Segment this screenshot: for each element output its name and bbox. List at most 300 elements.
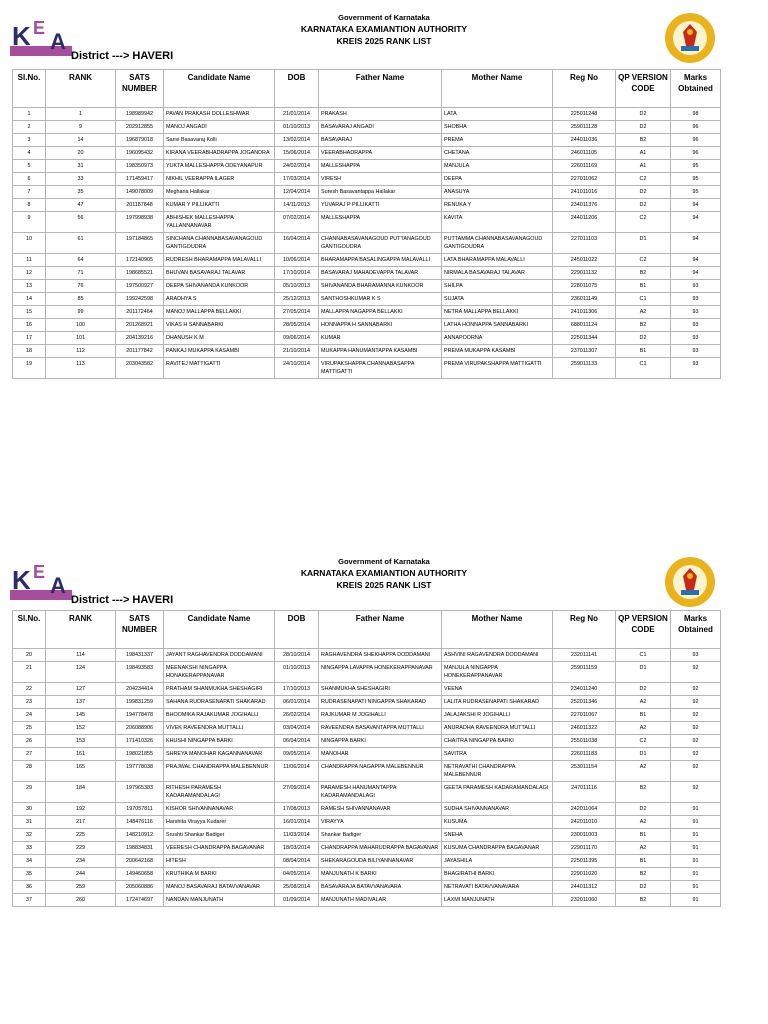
cell-sats-number: 206088906 bbox=[116, 722, 164, 735]
cell-mother-name: RENUKA Y bbox=[442, 199, 553, 212]
cell-marks-obtained: 95 bbox=[671, 186, 721, 199]
cell-candidate-name: RITHESH PARAMESH KADARAMANDALAGI bbox=[164, 782, 275, 803]
cell-marks-obtained: 93 bbox=[671, 306, 721, 319]
cell-reg-no: 227011103 bbox=[553, 233, 616, 254]
cell-candidate-name: KHUSHI NINGAPPA BARKI bbox=[164, 735, 275, 748]
table-row bbox=[13, 696, 721, 709]
cell-sats-number: 200642168 bbox=[116, 855, 164, 868]
cell-rank: 244 bbox=[46, 868, 116, 881]
table-row bbox=[13, 212, 721, 233]
ranklist-title: KREIS 2025 RANK LIST bbox=[336, 36, 432, 46]
cell-sl-no: 5 bbox=[13, 160, 46, 173]
cell-sl-no: 26 bbox=[13, 735, 46, 748]
cell-candidate-name: MEENAKSHI NINGAPPA HONAKERAPPANAVAR bbox=[164, 662, 275, 683]
authority-title: KARNATAKA EXAMIANTION AUTHORITY bbox=[300, 568, 468, 578]
cell-reg-no: 246011322 bbox=[553, 722, 616, 735]
cell-sl-no: 1 bbox=[13, 108, 46, 121]
cell-father-name: KUMAR bbox=[319, 332, 442, 345]
cell-candidate-name: Srushti Shankar Badiger bbox=[164, 829, 275, 842]
cell-mother-name: NETRA MALLAPPA BELLAKKI bbox=[442, 306, 553, 319]
cell-marks-obtained: 95 bbox=[671, 160, 721, 173]
col-header-sl-no: Sl.No. bbox=[13, 70, 46, 108]
ranklist-title: KREIS 2025 RANK LIST bbox=[336, 580, 432, 590]
cell-sl-no: 10 bbox=[13, 233, 46, 254]
cell-candidate-name: MANOJ MALLAPPA BELLAKKI bbox=[164, 306, 275, 319]
cell-candidate-name: PRATHAM SHANMUKHA SHESHAGIRI bbox=[164, 683, 275, 696]
cell-marks-obtained: 91 bbox=[671, 829, 721, 842]
cell-qp-version-code: D1 bbox=[616, 748, 671, 761]
cell-sl-no: 17 bbox=[13, 332, 46, 345]
cell-qp-version-code: A1 bbox=[616, 147, 671, 160]
cell-candidate-name: NIKHIL VEERAPPA ILAGER bbox=[164, 173, 275, 186]
cell-sats-number: 196879018 bbox=[116, 134, 164, 147]
cell-sl-no: 35 bbox=[13, 868, 46, 881]
cell-sats-number: 201187848 bbox=[116, 199, 164, 212]
cell-mother-name: SNEHA bbox=[442, 829, 553, 842]
cell-dob: 17/08/2013 bbox=[275, 803, 319, 816]
cell-marks-obtained: 96 bbox=[671, 147, 721, 160]
cell-mother-name: NETRAVATHI CHANDRAPPA MALEBENNUR bbox=[442, 761, 553, 782]
cell-rank: 260 bbox=[46, 894, 116, 907]
table-row bbox=[13, 829, 721, 842]
cell-reg-no: 255011038 bbox=[553, 735, 616, 748]
cell-reg-no: 244011312 bbox=[553, 881, 616, 894]
cell-rank: 99 bbox=[46, 306, 116, 319]
col-header-qp-version-code: QP VERSION CODE bbox=[616, 611, 671, 649]
cell-father-name: BHARAMAPPA BASALINGAPPA MALAVALLI bbox=[319, 254, 442, 267]
cell-father-name: BASAVARAJA BATAVVANAVARA bbox=[319, 881, 442, 894]
cell-qp-version-code: C1 bbox=[616, 293, 671, 306]
cell-marks-obtained: 91 bbox=[671, 881, 721, 894]
cell-candidate-name: KISHOR SHIVANNANAVAR bbox=[164, 803, 275, 816]
cell-candidate-name: VIVEK RAVEENDRA MUTTALLI bbox=[164, 722, 275, 735]
cell-marks-obtained: 92 bbox=[671, 722, 721, 735]
cell-father-name: SANTHOSHKUMAR K S bbox=[319, 293, 442, 306]
cell-reg-no: 241011016 bbox=[553, 186, 616, 199]
cell-qp-version-code: D2 bbox=[616, 108, 671, 121]
cell-sats-number: 198834831 bbox=[116, 842, 164, 855]
cell-dob: 10/06/2014 bbox=[275, 254, 319, 267]
col-header-father-name: Father Name bbox=[319, 70, 442, 108]
cell-candidate-name: BHUVAN BASAVARAJ TALAVAR bbox=[164, 267, 275, 280]
table-row bbox=[13, 199, 721, 212]
cell-rank: 161 bbox=[46, 748, 116, 761]
cell-father-name: MANOHAR bbox=[319, 748, 442, 761]
cell-candidate-name: DHANUSH K M bbox=[164, 332, 275, 345]
cell-mother-name: CHETANA bbox=[442, 147, 553, 160]
cell-dob: 28/10/2014 bbox=[275, 649, 319, 662]
svg-text:A: A bbox=[50, 573, 66, 598]
cell-rank: 145 bbox=[46, 709, 116, 722]
cell-mother-name: NIRMALA BASAVARAJ TALAVAR bbox=[442, 267, 553, 280]
cell-candidate-name: MANOJ ANGADI bbox=[164, 121, 275, 134]
cell-marks-obtained: 91 bbox=[671, 816, 721, 829]
col-header-rank: RANK bbox=[46, 70, 116, 108]
table-row bbox=[13, 662, 721, 683]
cell-qp-version-code: C1 bbox=[616, 649, 671, 662]
table-header-row bbox=[13, 70, 721, 108]
cell-father-name: VIRESH bbox=[319, 173, 442, 186]
cell-marks-obtained: 94 bbox=[671, 199, 721, 212]
cell-mother-name: SAVITRA bbox=[442, 748, 553, 761]
table-row bbox=[13, 709, 721, 722]
cell-rank: 127 bbox=[46, 683, 116, 696]
cell-dob: 11/06/2014 bbox=[275, 761, 319, 782]
cell-dob: 01/09/2014 bbox=[275, 894, 319, 907]
cell-sl-no: 2 bbox=[13, 121, 46, 134]
cell-marks-obtained: 92 bbox=[671, 761, 721, 782]
cell-qp-version-code: D2 bbox=[616, 683, 671, 696]
cell-qp-version-code: D2 bbox=[616, 803, 671, 816]
cell-father-name: RUDRASENAPATI NINGAPPA SHAKARAD bbox=[319, 696, 442, 709]
cell-sats-number: 196095432 bbox=[116, 147, 164, 160]
cell-candidate-name: NANDAN MANJUNATH bbox=[164, 894, 275, 907]
cell-rank: 259 bbox=[46, 881, 116, 894]
table-row bbox=[13, 358, 721, 379]
cell-qp-version-code: C1 bbox=[616, 358, 671, 379]
table-row bbox=[13, 173, 721, 186]
cell-reg-no: 253011154 bbox=[553, 761, 616, 782]
cell-qp-version-code: C2 bbox=[616, 254, 671, 267]
cell-reg-no: 259011133 bbox=[553, 358, 616, 379]
table-row bbox=[13, 319, 721, 332]
cell-sl-no: 34 bbox=[13, 855, 46, 868]
cell-rank: 33 bbox=[46, 173, 116, 186]
cell-reg-no: 229011132 bbox=[553, 267, 616, 280]
cell-father-name: PARAMESH HANUMANTAPPA KADARAMANDALAGI bbox=[319, 782, 442, 803]
cell-dob: 17/03/2014 bbox=[275, 173, 319, 186]
cell-dob: 16/01/2014 bbox=[275, 816, 319, 829]
cell-mother-name: ANASUYA bbox=[442, 186, 553, 199]
cell-sats-number: 204234414 bbox=[116, 683, 164, 696]
cell-dob: 09/06/2014 bbox=[275, 332, 319, 345]
cell-reg-no: 226011169 bbox=[553, 160, 616, 173]
cell-marks-obtained: 91 bbox=[671, 868, 721, 881]
cell-sl-no: 9 bbox=[13, 212, 46, 233]
cell-father-name: Suresh Basavantappa Hallakar bbox=[319, 186, 442, 199]
cell-qp-version-code: B1 bbox=[616, 855, 671, 868]
table-row bbox=[13, 121, 721, 134]
cell-sl-no: 25 bbox=[13, 722, 46, 735]
cell-rank: 165 bbox=[46, 761, 116, 782]
cell-candidate-name: KIRANA VEERABHADRAPPA JOGANDRA bbox=[164, 147, 275, 160]
cell-dob: 21/10/2014 bbox=[275, 345, 319, 358]
col-header-mother-name: Mother Name bbox=[442, 611, 553, 649]
cell-mother-name: LATA BHARAMAPPA MALAVALLI bbox=[442, 254, 553, 267]
table-row bbox=[13, 280, 721, 293]
cell-reg-no: 232011141 bbox=[553, 649, 616, 662]
cell-qp-version-code: D2 bbox=[616, 332, 671, 345]
cell-dob: 04/05/2014 bbox=[275, 868, 319, 881]
table-row bbox=[13, 855, 721, 868]
cell-sats-number: 198493583 bbox=[116, 662, 164, 683]
cell-rank: 225 bbox=[46, 829, 116, 842]
cell-reg-no: 246011105 bbox=[553, 147, 616, 160]
cell-candidate-name: ARADHYA S bbox=[164, 293, 275, 306]
cell-qp-version-code: C2 bbox=[616, 173, 671, 186]
table-row bbox=[13, 345, 721, 358]
cell-reg-no: 252011346 bbox=[553, 696, 616, 709]
cell-qp-version-code: B1 bbox=[616, 280, 671, 293]
cell-sats-number: 198685521 bbox=[116, 267, 164, 280]
cell-sl-no: 7 bbox=[13, 186, 46, 199]
table-row bbox=[13, 894, 721, 907]
cell-qp-version-code: C2 bbox=[616, 212, 671, 233]
cell-father-name: MALLESHAPPA bbox=[319, 212, 442, 233]
cell-marks-obtained: 92 bbox=[671, 696, 721, 709]
cell-candidate-name: Meghana Hallakar bbox=[164, 186, 275, 199]
cell-sats-number: 194778478 bbox=[116, 709, 164, 722]
cell-candidate-name: JAYANT RAGHAVENDRA DODDAMANI bbox=[164, 649, 275, 662]
cell-father-name: RAVEENDRA BASAVANTAPPA MUTTALLI bbox=[319, 722, 442, 735]
cell-sats-number: 148210912 bbox=[116, 829, 164, 842]
cell-reg-no: 244011036 bbox=[553, 134, 616, 147]
cell-dob: 14/11/2013 bbox=[275, 199, 319, 212]
cell-reg-no: 225011395 bbox=[553, 855, 616, 868]
cell-mother-name: SHOBHA bbox=[442, 121, 553, 134]
cell-marks-obtained: 96 bbox=[671, 134, 721, 147]
cell-dob: 25/12/2013 bbox=[275, 293, 319, 306]
cell-father-name: BASAVARAJ MAHADEVAPPA TALAVAR bbox=[319, 267, 442, 280]
cell-sl-no: 21 bbox=[13, 662, 46, 683]
cell-sl-no: 36 bbox=[13, 881, 46, 894]
cell-mother-name: BHAGIRATHI BARKI bbox=[442, 868, 553, 881]
cell-reg-no: 259011128 bbox=[553, 121, 616, 134]
cell-sl-no: 24 bbox=[13, 709, 46, 722]
cell-mother-name: DEEPA bbox=[442, 173, 553, 186]
col-header-reg-no: Reg No bbox=[553, 70, 616, 108]
cell-mother-name: JAYASHILA bbox=[442, 855, 553, 868]
cell-rank: 113 bbox=[46, 358, 116, 379]
col-header-marks-obtained: Marks Obtained bbox=[671, 611, 721, 649]
cell-rank: 153 bbox=[46, 735, 116, 748]
cell-candidate-name: DEEPA SHIVANANDA KUNKOOR bbox=[164, 280, 275, 293]
cell-marks-obtained: 93 bbox=[671, 358, 721, 379]
cell-dob: 06/01/2014 bbox=[275, 696, 319, 709]
cell-rank: 56 bbox=[46, 212, 116, 233]
cell-sl-no: 6 bbox=[13, 173, 46, 186]
cell-rank: 192 bbox=[46, 803, 116, 816]
cell-reg-no: 242011010 bbox=[553, 816, 616, 829]
cell-father-name: MANJUNATH K BARKI bbox=[319, 868, 442, 881]
cell-marks-obtained: 92 bbox=[671, 683, 721, 696]
cell-sats-number: 198431337 bbox=[116, 649, 164, 662]
col-header-sl-no: Sl.No. bbox=[13, 611, 46, 649]
table-row bbox=[13, 881, 721, 894]
cell-candidate-name: HITESH bbox=[164, 855, 275, 868]
cell-sl-no: 19 bbox=[13, 358, 46, 379]
cell-rank: 137 bbox=[46, 696, 116, 709]
cell-sats-number: 203043582 bbox=[116, 358, 164, 379]
cell-qp-version-code: B1 bbox=[616, 829, 671, 842]
cell-candidate-name: Sanvi Basavaraj Kolli bbox=[164, 134, 275, 147]
cell-reg-no: 241011306 bbox=[553, 306, 616, 319]
cell-sats-number: 172140905 bbox=[116, 254, 164, 267]
cell-reg-no: 227011067 bbox=[553, 709, 616, 722]
cell-qp-version-code: A1 bbox=[616, 160, 671, 173]
cell-rank: 47 bbox=[46, 199, 116, 212]
cell-reg-no: 247011116 bbox=[553, 782, 616, 803]
cell-sats-number: 198350973 bbox=[116, 160, 164, 173]
cell-rank: 234 bbox=[46, 855, 116, 868]
cell-sats-number: 204139216 bbox=[116, 332, 164, 345]
cell-marks-obtained: 93 bbox=[671, 319, 721, 332]
cell-father-name: YUVARAJ P PILLIKATTI bbox=[319, 199, 442, 212]
cell-sats-number: 202912855 bbox=[116, 121, 164, 134]
cell-rank: 112 bbox=[46, 345, 116, 358]
cell-dob: 21/01/2014 bbox=[275, 108, 319, 121]
cell-marks-obtained: 92 bbox=[671, 709, 721, 722]
cell-rank: 184 bbox=[46, 782, 116, 803]
col-header-candidate-name: Candidate Name bbox=[164, 70, 275, 108]
cell-qp-version-code: C2 bbox=[616, 735, 671, 748]
cell-father-name: VIRUPAKSHAPPA CHANNABASAPPA MATTIGATTI bbox=[319, 358, 442, 379]
cell-candidate-name: PAVAN PRAKASH DOLLESHWAR bbox=[164, 108, 275, 121]
cell-qp-version-code: A2 bbox=[616, 696, 671, 709]
cell-dob: 28/05/2014 bbox=[275, 319, 319, 332]
cell-sats-number: 197500927 bbox=[116, 280, 164, 293]
district-label: District ---> HAVERI bbox=[71, 594, 174, 606]
cell-mother-name: MANJULA NINGAPPA HONEKERAPPANAVAR bbox=[442, 662, 553, 683]
cell-candidate-name: SINCHANA CHANNABASAVANAGOUD GANTIGOUDRA bbox=[164, 233, 275, 254]
cell-mother-name: NETRAVATI BATAVVANAVARA bbox=[442, 881, 553, 894]
cell-dob: 03/04/2014 bbox=[275, 722, 319, 735]
cell-marks-obtained: 94 bbox=[671, 267, 721, 280]
cell-sats-number: 197965383 bbox=[116, 782, 164, 803]
cell-father-name: Shankar Badiger bbox=[319, 829, 442, 842]
col-header-reg-no: Reg No bbox=[553, 611, 616, 649]
table-row bbox=[13, 842, 721, 855]
table-row bbox=[13, 186, 721, 199]
cell-dob: 01/10/2013 bbox=[275, 121, 319, 134]
cell-marks-obtained: 91 bbox=[671, 803, 721, 816]
table-row bbox=[13, 147, 721, 160]
cell-mother-name: MANJULA bbox=[442, 160, 553, 173]
cell-father-name: NINGAPPA BARKI bbox=[319, 735, 442, 748]
cell-rank: 64 bbox=[46, 254, 116, 267]
cell-mother-name: SHILPA bbox=[442, 280, 553, 293]
cell-sl-no: 15 bbox=[13, 306, 46, 319]
cell-sl-no: 29 bbox=[13, 782, 46, 803]
cell-sl-no: 13 bbox=[13, 280, 46, 293]
cell-reg-no: 232011060 bbox=[553, 894, 616, 907]
cell-rank: 61 bbox=[46, 233, 116, 254]
cell-qp-version-code: D1 bbox=[616, 233, 671, 254]
cell-candidate-name: Harshita Virayya Kudarer bbox=[164, 816, 275, 829]
svg-text:A: A bbox=[50, 29, 66, 54]
table-row bbox=[13, 332, 721, 345]
cell-candidate-name: KRUTHIKA M BARKI bbox=[164, 868, 275, 881]
cell-candidate-name: RUDRESH BHARAMAPPA MALAVALLI bbox=[164, 254, 275, 267]
cell-rank: 1 bbox=[46, 108, 116, 121]
cell-qp-version-code: B2 bbox=[616, 868, 671, 881]
cell-qp-version-code: D2 bbox=[616, 121, 671, 134]
cell-qp-version-code: A2 bbox=[616, 306, 671, 319]
cell-rank: 217 bbox=[46, 816, 116, 829]
cell-rank: 76 bbox=[46, 280, 116, 293]
cell-marks-obtained: 93 bbox=[671, 293, 721, 306]
cell-dob: 26/02/2014 bbox=[275, 709, 319, 722]
cell-mother-name: KAVITA bbox=[442, 212, 553, 233]
cell-marks-obtained: 94 bbox=[671, 212, 721, 233]
cell-marks-obtained: 92 bbox=[671, 748, 721, 761]
cell-rank: 20 bbox=[46, 147, 116, 160]
cell-rank: 71 bbox=[46, 267, 116, 280]
cell-rank: 9 bbox=[46, 121, 116, 134]
cell-marks-obtained: 92 bbox=[671, 735, 721, 748]
cell-mother-name: LATA bbox=[442, 108, 553, 121]
col-header-father-name: Father Name bbox=[319, 611, 442, 649]
cell-mother-name: LATHA HONNAPPA SANNABARKI bbox=[442, 319, 553, 332]
cell-dob: 11/03/2014 bbox=[275, 829, 319, 842]
cell-rank: 31 bbox=[46, 160, 116, 173]
cell-sats-number: 198021855 bbox=[116, 748, 164, 761]
svg-text:E: E bbox=[33, 562, 46, 582]
cell-reg-no: 229011170 bbox=[553, 842, 616, 855]
cell-candidate-name: ABHISHEK MALLESHAPPA YALLANNANAVAR bbox=[164, 212, 275, 233]
cell-father-name: MALLESHAPPA bbox=[319, 160, 442, 173]
cell-mother-name: ANURADHA RAVEENDRA MUTTALLI bbox=[442, 722, 553, 735]
cell-candidate-name: YUKTA MALLESHAPPA ODEYANAPUR bbox=[164, 160, 275, 173]
cell-sats-number: 197057811 bbox=[116, 803, 164, 816]
table-row bbox=[13, 803, 721, 816]
cell-reg-no: 234011240 bbox=[553, 683, 616, 696]
svg-text:K: K bbox=[12, 21, 31, 51]
cell-candidate-name: PRAJWAL CHANDRAPPA MALEBENNUR bbox=[164, 761, 275, 782]
cell-qp-version-code: B2 bbox=[616, 134, 671, 147]
cell-reg-no: 237011307 bbox=[553, 345, 616, 358]
table-row bbox=[13, 816, 721, 829]
cell-father-name: MALLAPPA NAGAPPA BELLAKKI bbox=[319, 306, 442, 319]
table-row bbox=[13, 306, 721, 319]
cell-sats-number: 205060886 bbox=[116, 881, 164, 894]
cell-mother-name: PUTTAMMA CHANNABASAVANAGOUD GANTIGOUDRA bbox=[442, 233, 553, 254]
col-header-marks-obtained: Marks Obtained bbox=[671, 70, 721, 108]
cell-reg-no: 688011124 bbox=[553, 319, 616, 332]
cell-father-name: BASAVARAJ ANGADI bbox=[319, 121, 442, 134]
table-row bbox=[13, 134, 721, 147]
cell-dob: 18/03/2014 bbox=[275, 842, 319, 855]
cell-father-name: MUKAPPA HANUMANTAPPA KASAMBI bbox=[319, 345, 442, 358]
cell-marks-obtained: 98 bbox=[671, 108, 721, 121]
cell-qp-version-code: A2 bbox=[616, 842, 671, 855]
cell-dob: 05/10/2013 bbox=[275, 280, 319, 293]
col-header-dob: DOB bbox=[275, 611, 319, 649]
table-row bbox=[13, 735, 721, 748]
cell-marks-obtained: 91 bbox=[671, 842, 721, 855]
cell-mother-name: PREMA MUKAPPA KASAMBI bbox=[442, 345, 553, 358]
cell-qp-version-code: D1 bbox=[616, 662, 671, 683]
cell-marks-obtained: 93 bbox=[671, 280, 721, 293]
cell-marks-obtained: 93 bbox=[671, 345, 721, 358]
karnataka-seal-icon bbox=[664, 556, 716, 608]
cell-father-name: HONNAPPA H SANNABARKI bbox=[319, 319, 442, 332]
rank-table-page-2 bbox=[12, 610, 721, 907]
cell-sats-number: 171459417 bbox=[116, 173, 164, 186]
cell-qp-version-code: D2 bbox=[616, 186, 671, 199]
col-header-sats-number: SATS NUMBER bbox=[116, 70, 164, 108]
cell-father-name: NINGAPPA LAVAPPA HONEKERAPPANAVAR bbox=[319, 662, 442, 683]
cell-marks-obtained: 92 bbox=[671, 782, 721, 803]
svg-text:K: K bbox=[12, 565, 31, 595]
cell-dob: 16/04/2014 bbox=[275, 233, 319, 254]
cell-mother-name: LALITA RUDRASENAPATI SHAKARAD bbox=[442, 696, 553, 709]
table-row bbox=[13, 868, 721, 881]
cell-sats-number: 149460658 bbox=[116, 868, 164, 881]
cell-mother-name: PREMA bbox=[442, 134, 553, 147]
table-row bbox=[13, 761, 721, 782]
cell-rank: 152 bbox=[46, 722, 116, 735]
